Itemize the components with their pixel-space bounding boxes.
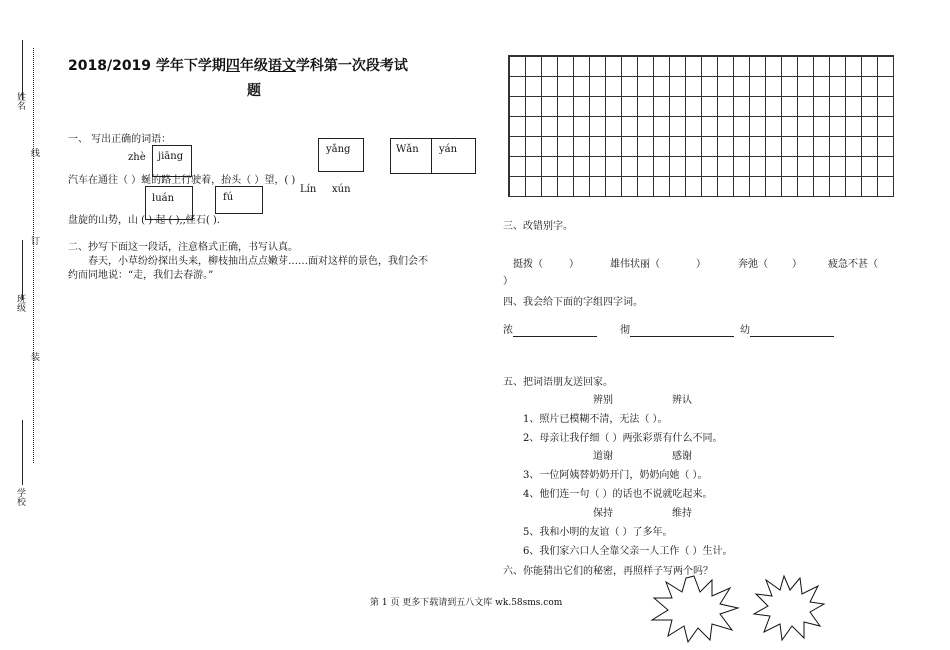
- q3-item-4: 疲急不甚（: [828, 259, 878, 270]
- starburst-1-icon: [648, 574, 740, 644]
- q4-blank-2[interactable]: [630, 326, 734, 337]
- pinyin-zhe: zhè: [128, 152, 146, 163]
- q5-pair2-b: 感谢: [672, 451, 692, 462]
- q1-heading: 一、 写出正确的词语：: [68, 134, 172, 145]
- name-underline: [22, 40, 23, 100]
- q4-item-3: 幼: [740, 325, 834, 337]
- q5-sentence-5: 5、我和小明的友谊（ ）了多年。: [523, 527, 673, 538]
- q5-sentence-2: 2、母亲让我仔细（ ）两张彩票有什么不同。: [523, 433, 723, 444]
- q5-sentence-6: 6、我们家六口人全靠父亲一人工作（ ）生计。: [523, 546, 733, 557]
- q3-item-4-close: ）: [503, 276, 513, 287]
- pinyin-lin: Lín: [300, 184, 317, 195]
- page-title-line2: 题: [247, 83, 261, 99]
- q5-pair1-a: 辨别: [593, 395, 613, 406]
- q5-sentence-3: 3、一位阿姨替奶奶开门，奶奶向她（ ）。: [523, 470, 708, 481]
- grade-field: 四: [225, 58, 240, 74]
- school-underline: [22, 420, 23, 485]
- q5-pair1-b: 辨认: [672, 395, 692, 406]
- margin-name-label: 姓名: [15, 92, 25, 110]
- q2-paragraph-2: 约而同地说：“走，我们去春游。”: [68, 270, 214, 281]
- q6-heading: 六、你能猜出它们的秘密，再照样子写两个吗？: [503, 566, 713, 577]
- q4-item-1: 浓: [503, 325, 597, 337]
- q4-heading: 四、我会给下面的字组四字词。: [503, 297, 643, 308]
- class-underline: [22, 240, 23, 300]
- q5-sentence-4: 4、他们连一句（ ）的话也不说就吃起来。: [523, 489, 713, 500]
- q1-line1: 汽车在通往（ ）蜒的路上行驶着，抬头（ ）望，( ): [68, 175, 296, 186]
- q5-heading: 五、把词语朋友送回家。: [503, 377, 613, 388]
- binding-line: [33, 48, 34, 463]
- margin-line-label: 线: [29, 148, 39, 157]
- margin-school-label: 学校: [15, 488, 25, 506]
- q4-blank-1[interactable]: [513, 326, 597, 337]
- q3-item-1: 挺拨（ ）: [513, 259, 579, 270]
- q4-item-2: 彻: [620, 325, 734, 337]
- q3-item-2: 雄伟状丽（ ）: [610, 259, 706, 270]
- q3-item-3: 奔弛（ ）: [738, 259, 802, 270]
- q4-blank-3[interactable]: [750, 326, 834, 337]
- pinyin-box-fu: fú: [215, 186, 263, 214]
- q2-heading: 二、抄写下面这一段话，注意格式正确，书写认真。: [68, 242, 298, 253]
- q5-pair3-a: 保持: [593, 508, 613, 519]
- page-footer: 第 1 页 更多下载请到五八文库 wk.58sms.com: [370, 598, 563, 608]
- q5-pair3-b: 维持: [672, 508, 692, 519]
- q1-line2: 盘旋的山势，山 ( ) 起 ( ),,怪石( ).: [68, 215, 221, 226]
- page-title: 2018/2019 学年下学期四年级语文学科第一次段考试: [68, 58, 408, 74]
- writing-grid[interactable]: [508, 55, 894, 197]
- q2-paragraph-1: 春天，小草纷纷探出头来，柳枝抽出点点嫩芽……面对这样的景色，我们会不: [88, 256, 428, 267]
- pinyin-box-wan-yan: Wǎn yán: [390, 138, 476, 174]
- q3-heading: 三、改错别字。: [503, 221, 573, 232]
- margin-seal-label: 装: [29, 352, 39, 361]
- q5-pair2-a: 道谢: [593, 451, 613, 462]
- margin-class-label: 班级: [15, 294, 25, 312]
- pinyin-box-luan: luán: [145, 186, 193, 220]
- subject-field: 语文: [267, 58, 296, 74]
- pinyin-box-jiang: jiāng: [152, 145, 192, 177]
- q5-sentence-1: 1、照片已模糊不清，无法（ ）。: [523, 414, 668, 425]
- starburst-2-icon: [752, 574, 826, 642]
- margin-bind-label: 订: [29, 236, 39, 245]
- pinyin-xun: xún: [332, 184, 351, 195]
- pinyin-box-yang: yǎng: [318, 138, 364, 172]
